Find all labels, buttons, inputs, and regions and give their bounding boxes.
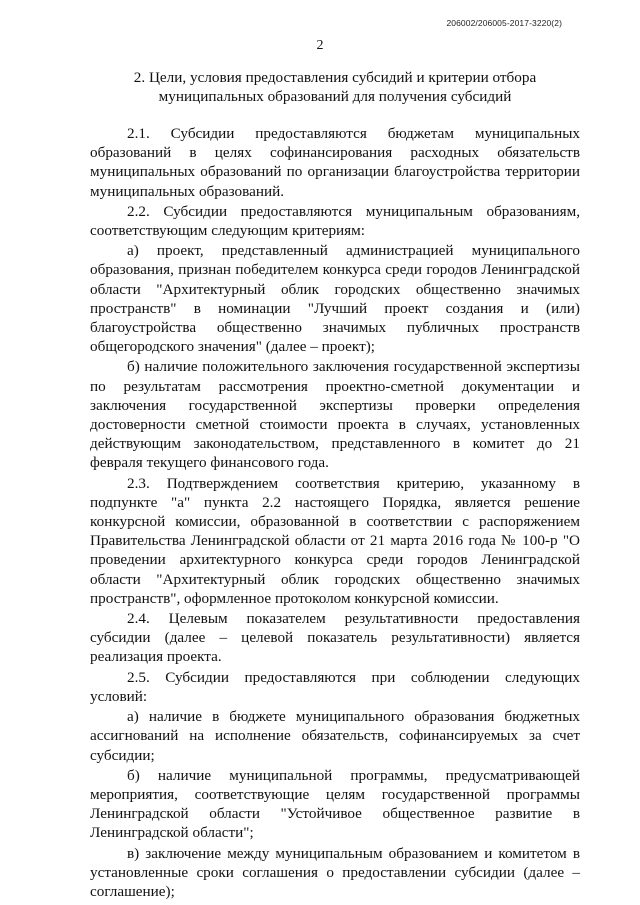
paragraph-2-5-a: а) наличие в бюджете муниципального образования бюджетных ассигнований на исполнение обязательств, софинансируемых за счет субсидии; [90, 708, 580, 764]
paragraph-2-1: 2.1. Субсидии предоставляются бюджетам муниципальных образований в целях софинансирования расходных обязательств муниципальных образований по организации благоустройства территории муниципальных образований. [90, 125, 580, 200]
page-number: 2 [316, 38, 324, 53]
paragraph-2-2-a: а) проект, представленный администрацией муниципального образования, признан победителем конкурса среди городов Ленинградской области "Архитектурный облик городских общественно значимых пространств" в номинации "Лучший проект создания и (или) благоустройства общественно значимых публичных пространств общегородского значения" (далее – проект); [90, 242, 580, 356]
document-registration-number: 206002/206005-2017-3220(2) [446, 18, 562, 28]
paragraph-2-5-b: б) наличие муниципальной программы, предусматривающей мероприятия, соответствующие целям государственной программы Ленинградской области "Устойчивое общественное развитие в Ленинградской области"; [90, 766, 580, 842]
document-body [90, 124, 580, 901]
section-heading: 2. Цели, условия предоставления субсидий и критерии отбора муниципальных образований для получения субсидий [133, 69, 537, 105]
paragraph-2-3: 2.3. Подтверждением соответствия критерию, указанному в подпункте "а" пункта 2.2 настоящего Порядка, является решение конкурсной комиссии, образованной в соответствии с распоряжением Правительства Ленинградской области от 21 марта 2016 года № 100-р "О проведении архитектурного конкурса среди городов Ленинградской области "Архитектурный облик городских общественно значимых пространств", оформленное протоколом конкурсной комиссии. [90, 474, 580, 607]
paragraph-2-2: 2.2. Субсидии предоставляются муниципальным образованиям, соответствующим следующим критериям: [90, 202, 580, 240]
paragraph-2-5: 2.5. Субсидии предоставляются при соблюдении следующих условий: [90, 668, 580, 705]
paragraph-2-5-v: в) заключение между муниципальным образованием и комитетом в установленные сроки соглашения о предоставлении субсидии (далее – соглашение); [90, 844, 580, 900]
paragraph-2-4: 2.4. Целевым показателем результативности предоставления субсидии (далее – целевой показатель результативности) является реализация проекта. [90, 610, 580, 666]
paragraph-2-2-b: б) наличие положительного заключения государственной экспертизы по результатам рассмотрения проектно-сметной документации и заключения государственной экспертизы проверки определения достоверности сметной стоимости проекта в случаях, установленных действующим законодательством, представленного в комитет до 21 февраля текущего финансового года. [90, 358, 580, 472]
